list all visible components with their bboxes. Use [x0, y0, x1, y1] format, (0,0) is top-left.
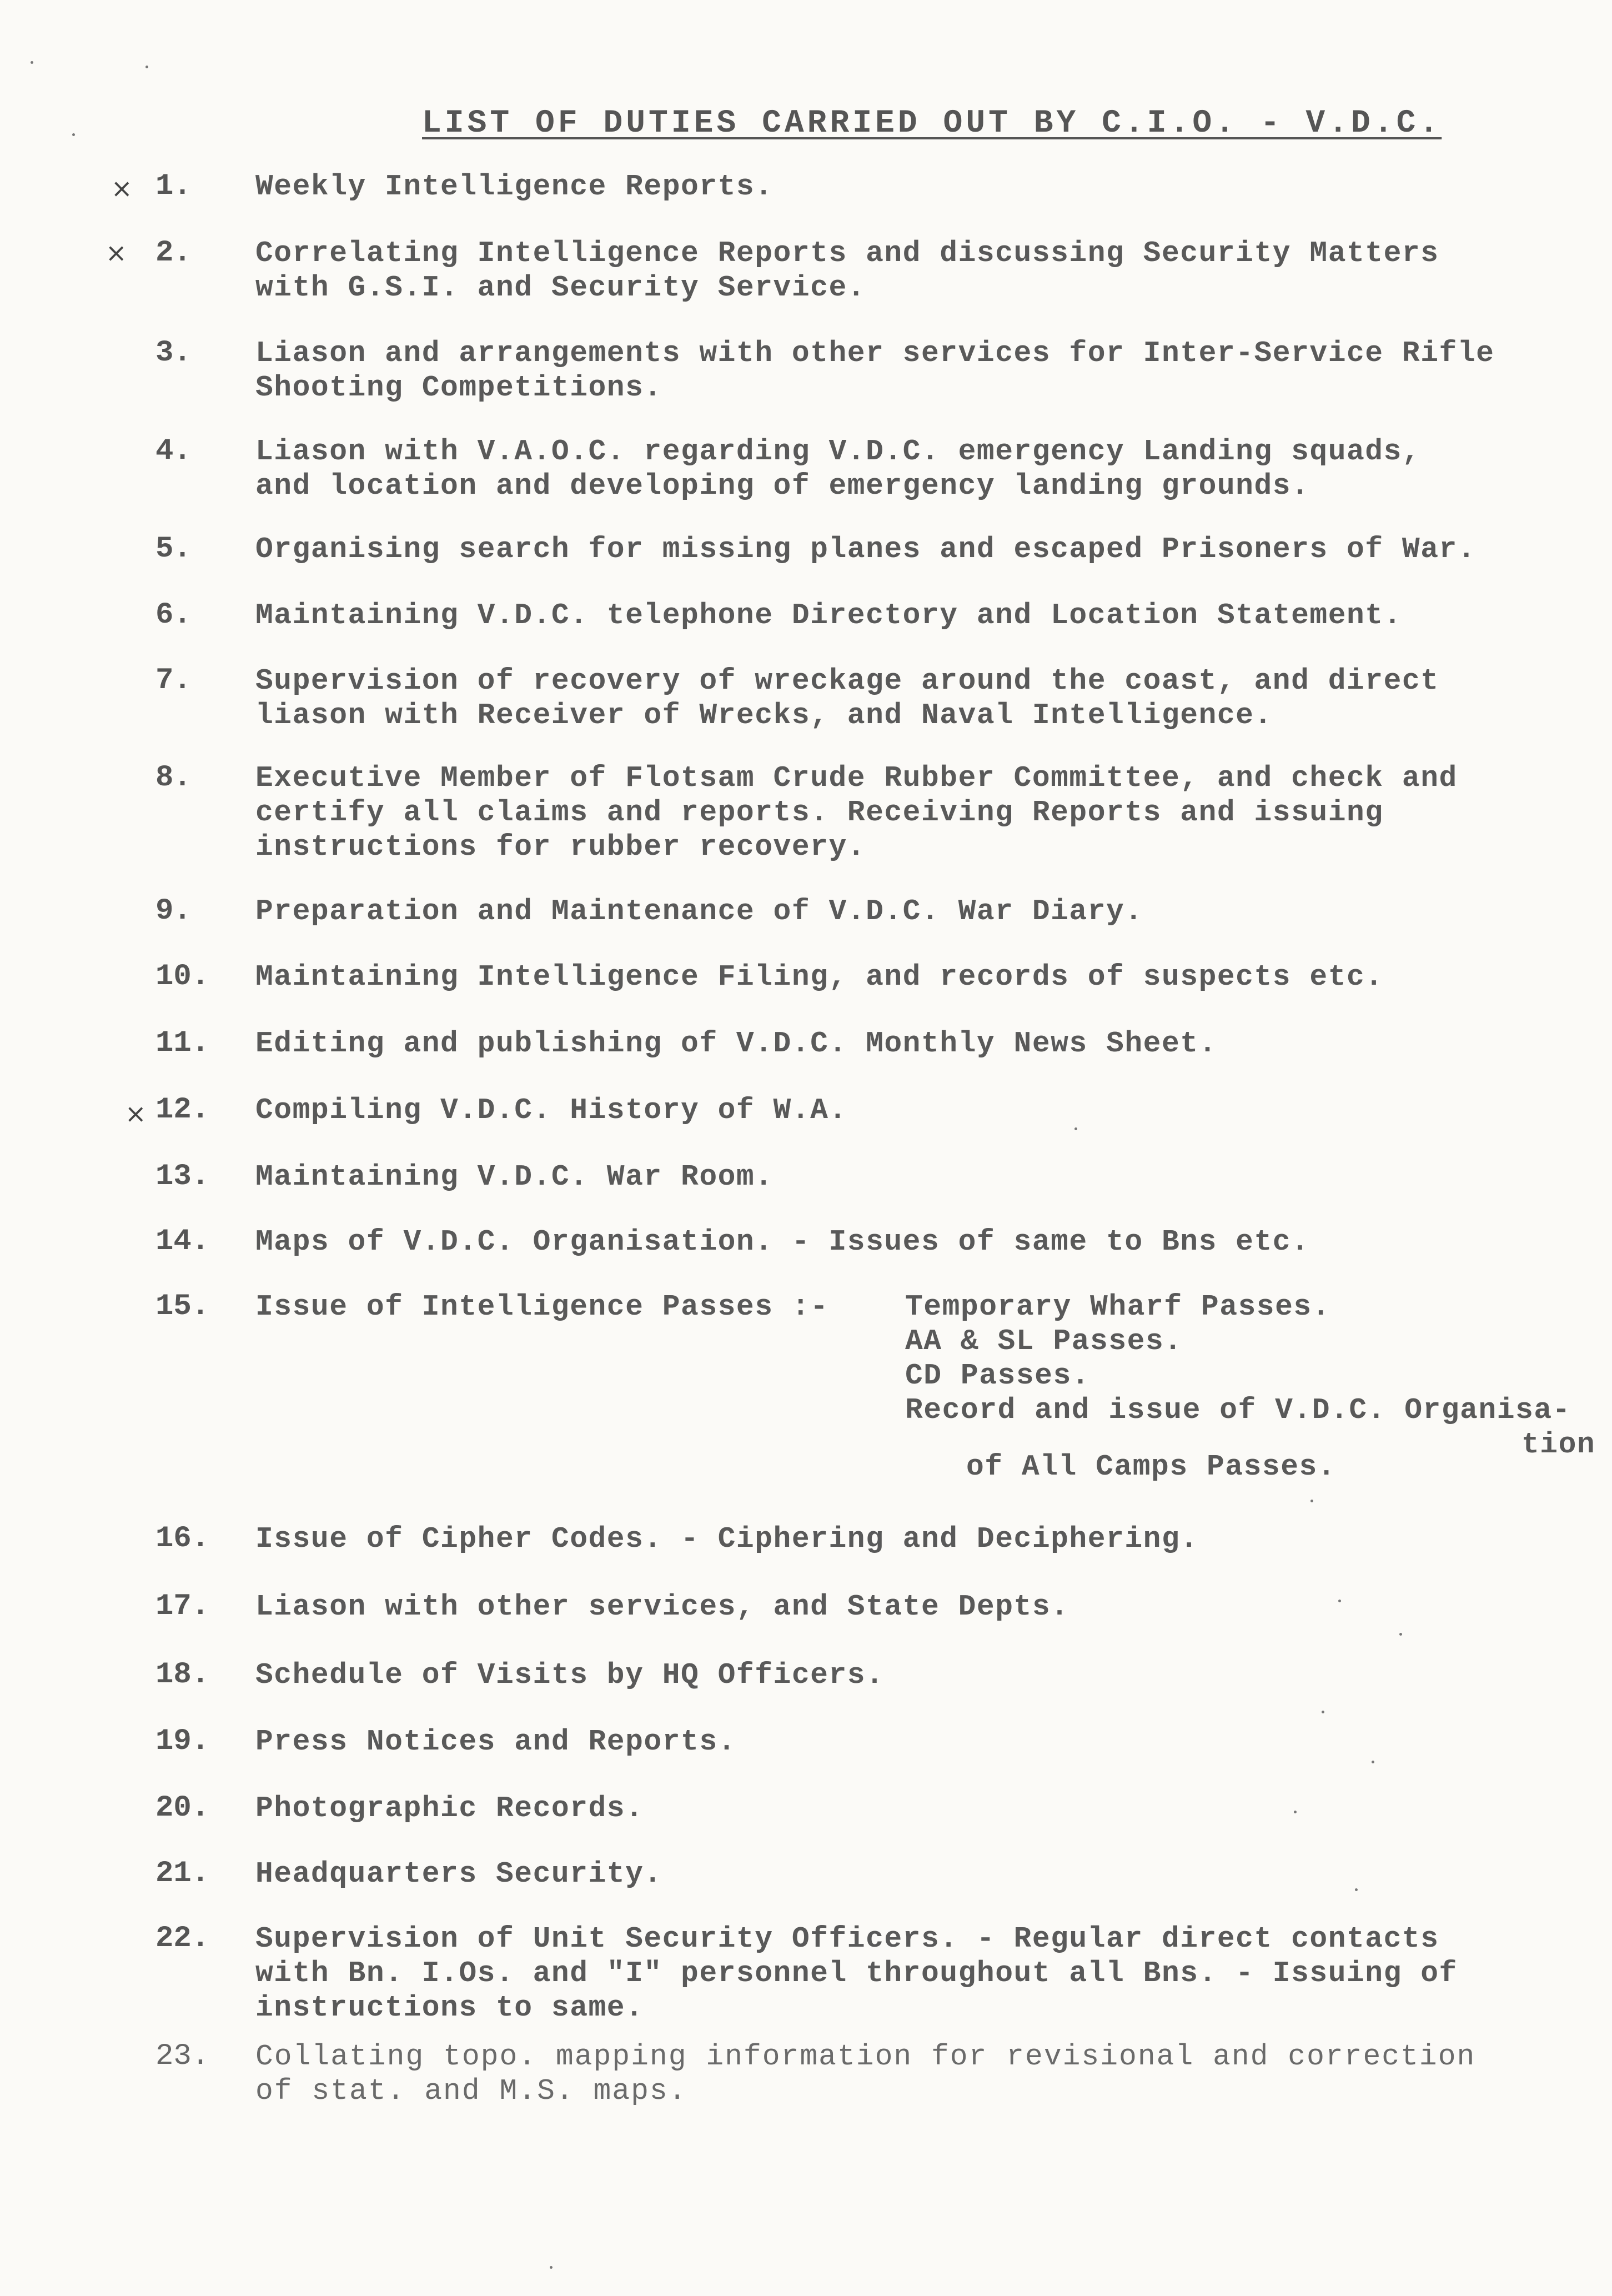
item-number: 12. [155, 1093, 210, 1127]
item-text: Correlating Intelligence Reports and discussing Security Matters with G.S.I. and Security Service. [255, 237, 1439, 304]
item-number: 11. [155, 1026, 210, 1060]
scan-speck [145, 66, 148, 68]
item-number: 10. [155, 960, 210, 994]
scan-speck [1372, 1761, 1374, 1763]
item-number: 9. [155, 894, 192, 928]
item-text: Compiling V.D.C. History of W.A. [255, 1094, 847, 1127]
item-text: Photographic Records. [255, 1792, 644, 1825]
item-number: 16. [155, 1522, 210, 1556]
item-text: Organising search for missing planes and escaped Prisoners of War. [255, 533, 1477, 566]
item-number: 20. [155, 1791, 210, 1825]
item-text: Weekly Intelligence Reports. [255, 170, 774, 203]
item-text: Liason and arrangements with other services for Inter-Service Rifle Shooting Competitions. [255, 337, 1495, 404]
item-text: Executive Member of Flotsam Crude Rubber Committee, and check and certify all claims and reports. Receiving Reports and issuing instructions for rubber recovery. [255, 761, 1458, 864]
item-text: Maintaining V.D.C. telephone Directory and Location Statement. [255, 599, 1402, 632]
item-text: Maintaining V.D.C. War Room. [255, 1160, 774, 1194]
pass-type: AA & SL Passes. [905, 1325, 1183, 1358]
item-number: 4. [155, 434, 192, 468]
item-number: 5. [155, 532, 192, 566]
item-text: Supervision of Unit Security Officers. - Regular direct contacts with Bn. I.Os. and "I" personnel throughout all Bns. - Issuing of instructions to same. [255, 1922, 1458, 2024]
item-text: Editing and publishing of V.D.C. Monthly News Sheet. [255, 1027, 1217, 1060]
item-text: Issue of Intelligence Passes :- [255, 1290, 829, 1324]
item-text: Preparation and Maintenance of V.D.C. War Diary. [255, 895, 1143, 928]
item-text: Collating topo. mapping information for revisional and correction of stat. and M.S. maps. [255, 2040, 1476, 2108]
item-number: 23. [155, 2039, 210, 2073]
item-text: Maintaining Intelligence Filing, and records of suspects etc. [255, 960, 1384, 994]
pass-type-continued: of All Camps Passes. [966, 1450, 1337, 1483]
document-title: LIST OF DUTIES CARRIED OUT BY C.I.O. - V.D.C. [422, 106, 1442, 142]
item-number: 19. [155, 1724, 210, 1758]
item-text: Liason with other services, and State Depts. [255, 1590, 1069, 1623]
item-number: 18. [155, 1658, 210, 1692]
scan-speck [1310, 1500, 1313, 1502]
item-number: 21. [155, 1857, 210, 1891]
item-text: Supervision of recovery of wreckage around the coast, and direct liason with Receiver of Wrecks, and Naval Intelligence. [255, 664, 1439, 732]
margin-mark-2: × [106, 238, 127, 268]
item-text: Schedule of Visits by HQ Officers. [255, 1658, 885, 1692]
scan-speck [31, 61, 33, 64]
scan-speck [1399, 1633, 1402, 1636]
item-number: 17. [155, 1590, 210, 1623]
margin-mark-1: × [111, 173, 133, 203]
item-text: Press Notices and Reports. [255, 1725, 736, 1758]
item-number: 3. [155, 336, 192, 370]
margin-mark-3: × [125, 1099, 147, 1129]
item-number: 13. [155, 1160, 210, 1194]
pass-type-continued: tion [1521, 1428, 1596, 1461]
pass-type: Temporary Wharf Passes. [905, 1290, 1331, 1324]
item-number: 6. [155, 598, 192, 632]
item-number: 22. [155, 1922, 210, 1956]
scan-speck [72, 133, 75, 136]
scan-speck [1074, 1127, 1077, 1130]
item-number: 15. [155, 1290, 210, 1324]
pass-type: CD Passes. [905, 1359, 1091, 1392]
item-text: Liason with V.A.O.C. regarding V.D.C. emergency Landing squads, and location and developing of emergency landing grounds. [255, 435, 1421, 503]
scan-speck [1355, 1888, 1358, 1891]
passes-list [905, 1290, 1605, 1462]
item-text: Headquarters Security. [255, 1857, 662, 1891]
scan-speck [1338, 1600, 1341, 1602]
item-number: 1. [155, 169, 192, 203]
item-text: Issue of Cipher Codes. - Ciphering and Deciphering. [255, 1522, 1199, 1556]
item-text: Maps of V.D.C. Organisation. - Issues of same to Bns etc. [255, 1225, 1310, 1259]
item-number: 8. [155, 761, 192, 795]
scan-speck [1294, 1811, 1297, 1813]
scan-speck [1322, 1711, 1324, 1713]
scan-speck [550, 2266, 553, 2269]
item-number: 2. [155, 236, 192, 270]
pass-type: Record and issue of V.D.C. Organisa- [905, 1393, 1571, 1427]
item-number: 7. [155, 664, 192, 698]
item-number: 14. [155, 1225, 210, 1259]
